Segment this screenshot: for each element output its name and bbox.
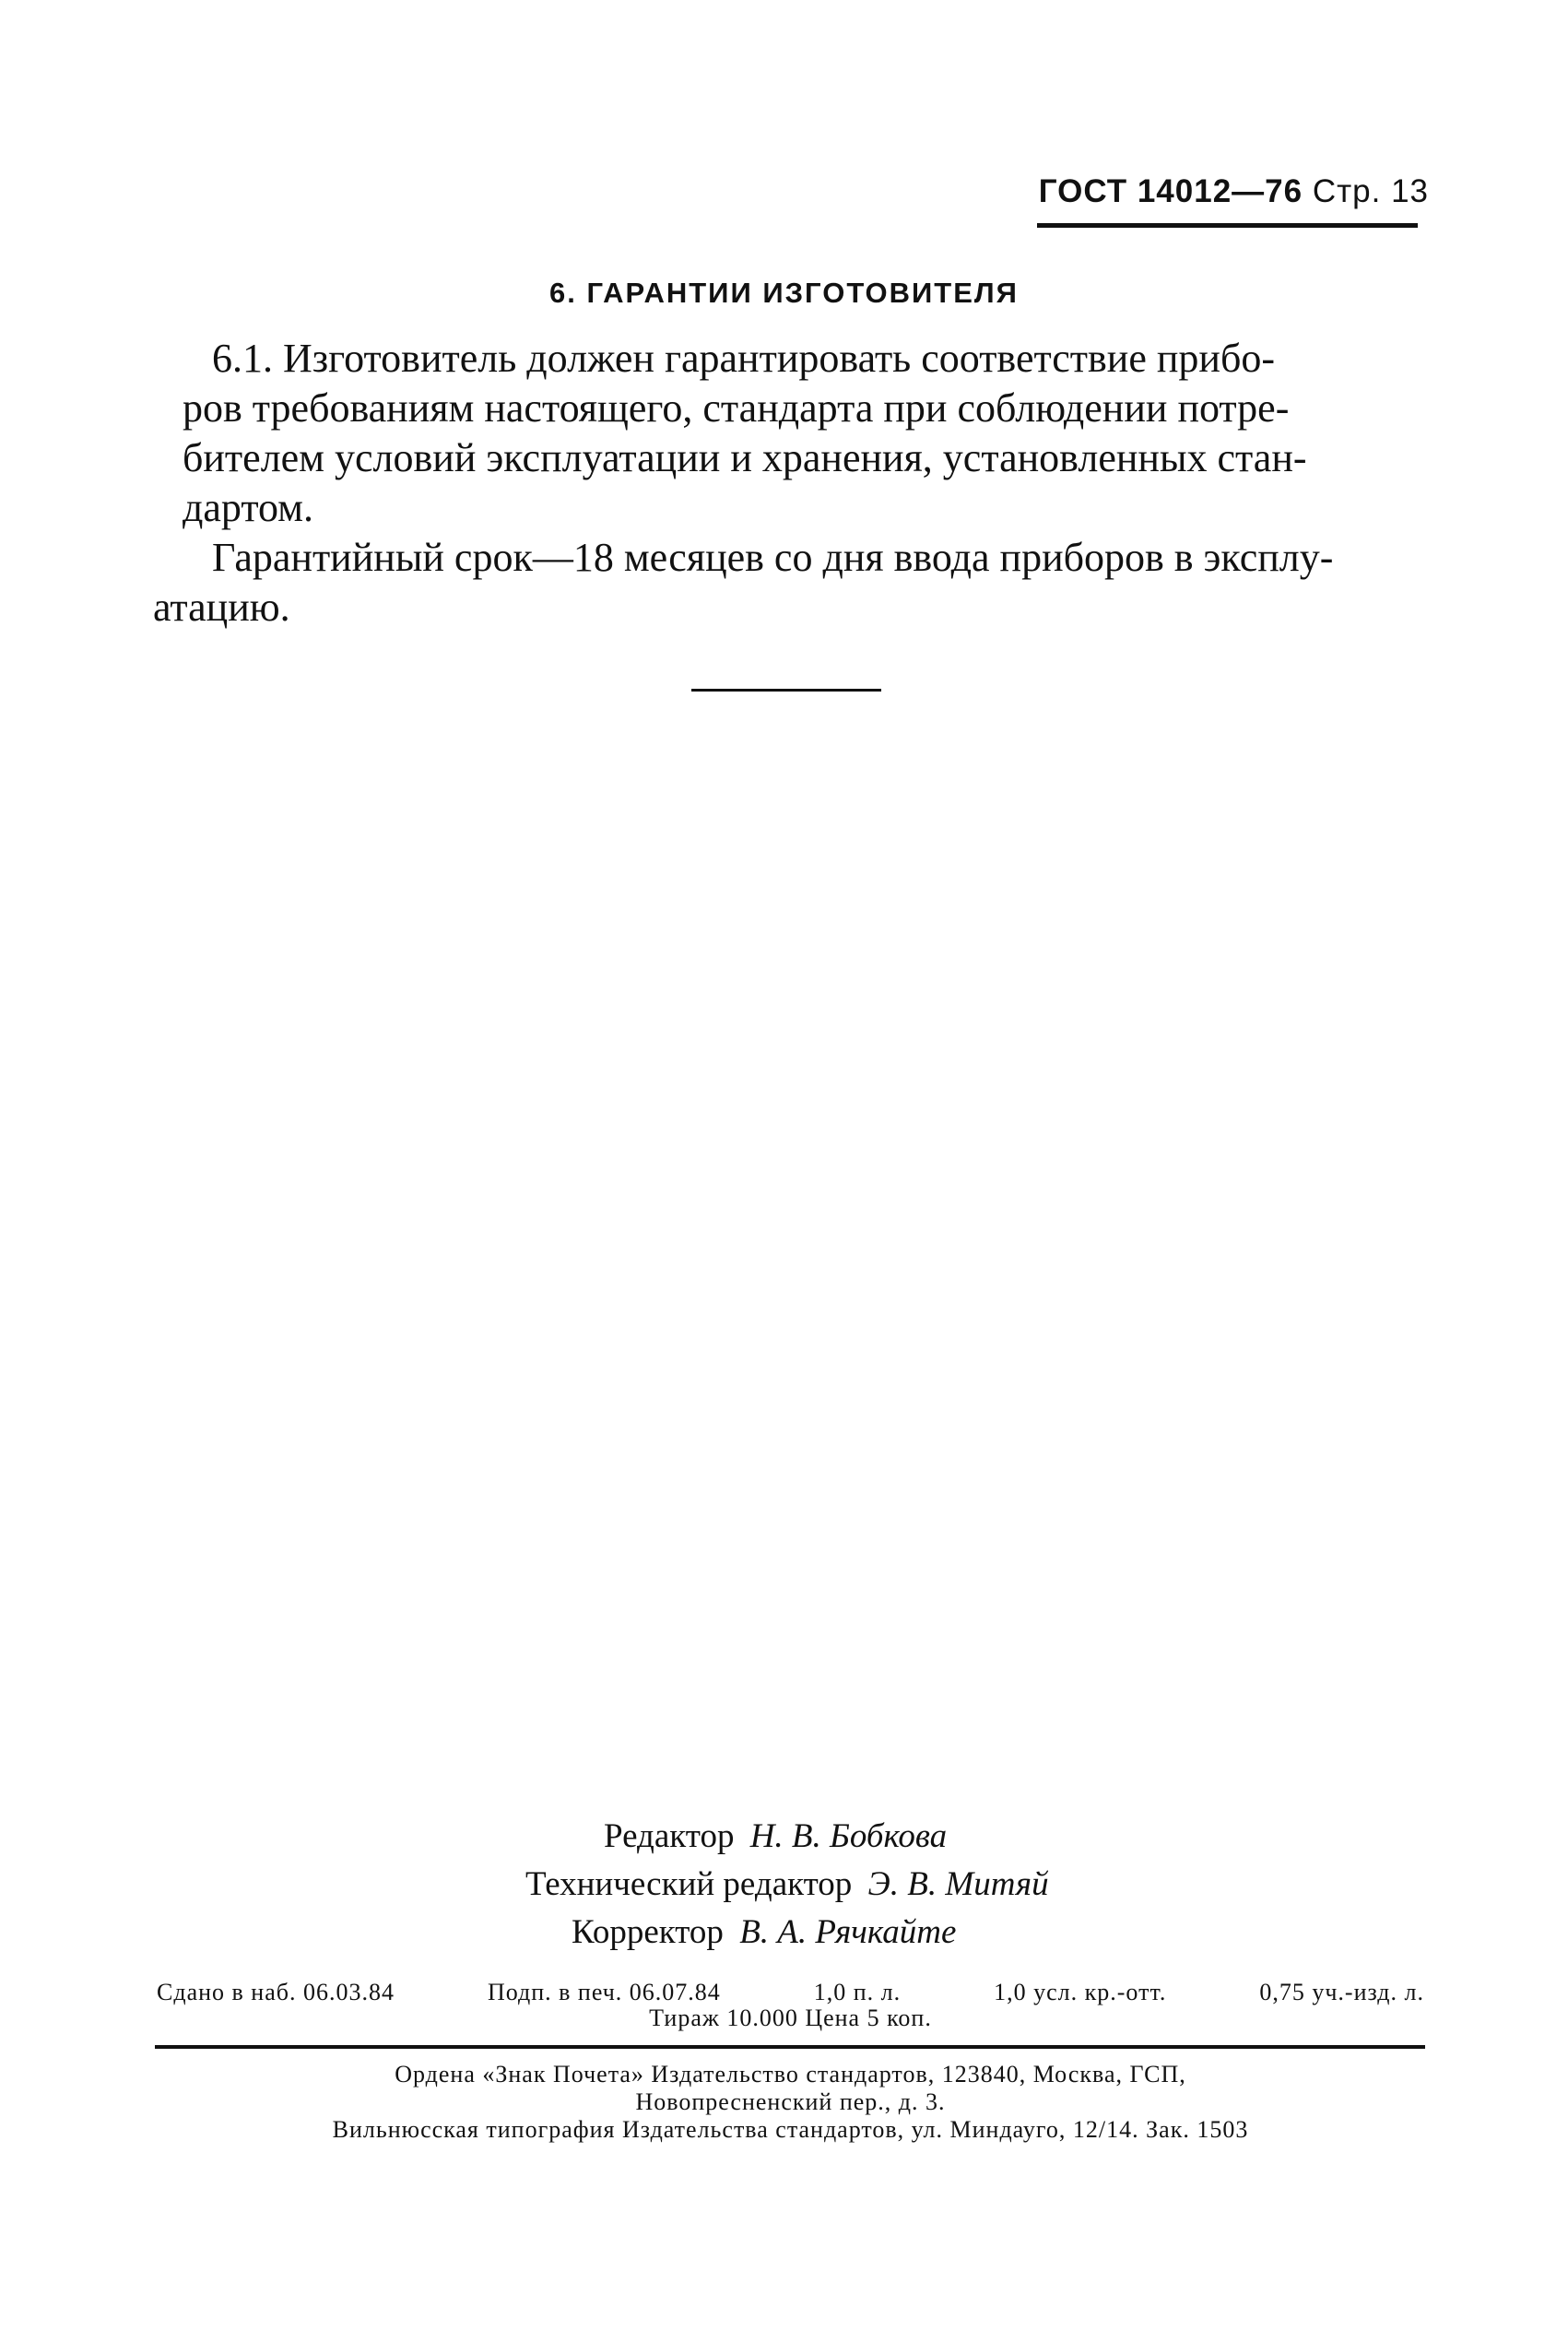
imprint-typeset: Сдано в наб. 06.03.84 — [157, 1979, 395, 2005]
text-line: атацию. — [153, 585, 290, 630]
imprint-conv-sheets: 1,0 усл. кр.-отт. — [994, 1979, 1167, 2005]
printer-line: Вильнюсская типография Издательства стандартов, ул. Миндауго, 12/14. Зак. 1503 — [332, 2116, 1249, 2143]
imprint — [157, 1980, 1424, 2031]
imprint-circulation-price: Тираж 10.000 Цена 5 коп. — [649, 2005, 932, 2031]
credit-name: В. А. Рячкайте — [739, 1913, 957, 1951]
credit-tech-editor — [525, 1860, 1049, 1910]
section-divider — [691, 689, 881, 692]
running-header — [1032, 173, 1429, 210]
text-line: ров требованиям настоящего, стандарта при соблюдении потре- — [183, 385, 1290, 431]
imprint-publisher-sheets: 0,75 уч.-изд. л. — [1259, 1979, 1424, 2005]
doc-number: ГОСТ 14012—76 — [1038, 173, 1303, 209]
page-number: Стр. 13 — [1312, 173, 1429, 209]
imprint-rule — [155, 2045, 1425, 2049]
text-line: 6.1. Изготовитель должен гарантировать соответствие прибо- — [212, 336, 1275, 381]
imprint-signed: Подп. в печ. 06.07.84 — [487, 1979, 721, 2005]
credit-editor — [604, 1812, 947, 1862]
credit-role: Корректор — [572, 1913, 724, 1951]
section-title: 6. ГАРАНТИИ ИЗГОТОВИТЕЛЯ — [549, 277, 1019, 309]
body-text — [153, 334, 1422, 633]
credit-role: Редактор — [604, 1817, 735, 1855]
credit-corrector — [572, 1908, 956, 1957]
text-line: дартом. — [183, 485, 313, 530]
publisher-line: Ордена «Знак Почета» Издательство стандартов, 123840, Москва, ГСП, — [395, 2061, 1186, 2088]
header-rule — [1037, 223, 1418, 228]
text-line: бителем условий эксплуатации и хранения, установленных стан- — [183, 435, 1307, 480]
publisher-info — [157, 2061, 1424, 2144]
credit-role: Технический редактор — [525, 1865, 853, 1903]
paragraph-warranty-compliance — [183, 334, 1422, 533]
imprint-printed-sheets: 1,0 п. л. — [813, 1979, 902, 2005]
credit-name: Э. В. Митяй — [867, 1865, 1049, 1903]
credit-name: Н. В. Бобкова — [749, 1817, 948, 1855]
imprint-details — [157, 1980, 1424, 2005]
paragraph-warranty-period — [153, 533, 1422, 633]
publisher-line: Новопресненский пер., д. 3. — [635, 2088, 946, 2115]
text-line: Гарантийный срок—18 месяцев со дня ввода приборов в эксплу- — [212, 535, 1334, 580]
